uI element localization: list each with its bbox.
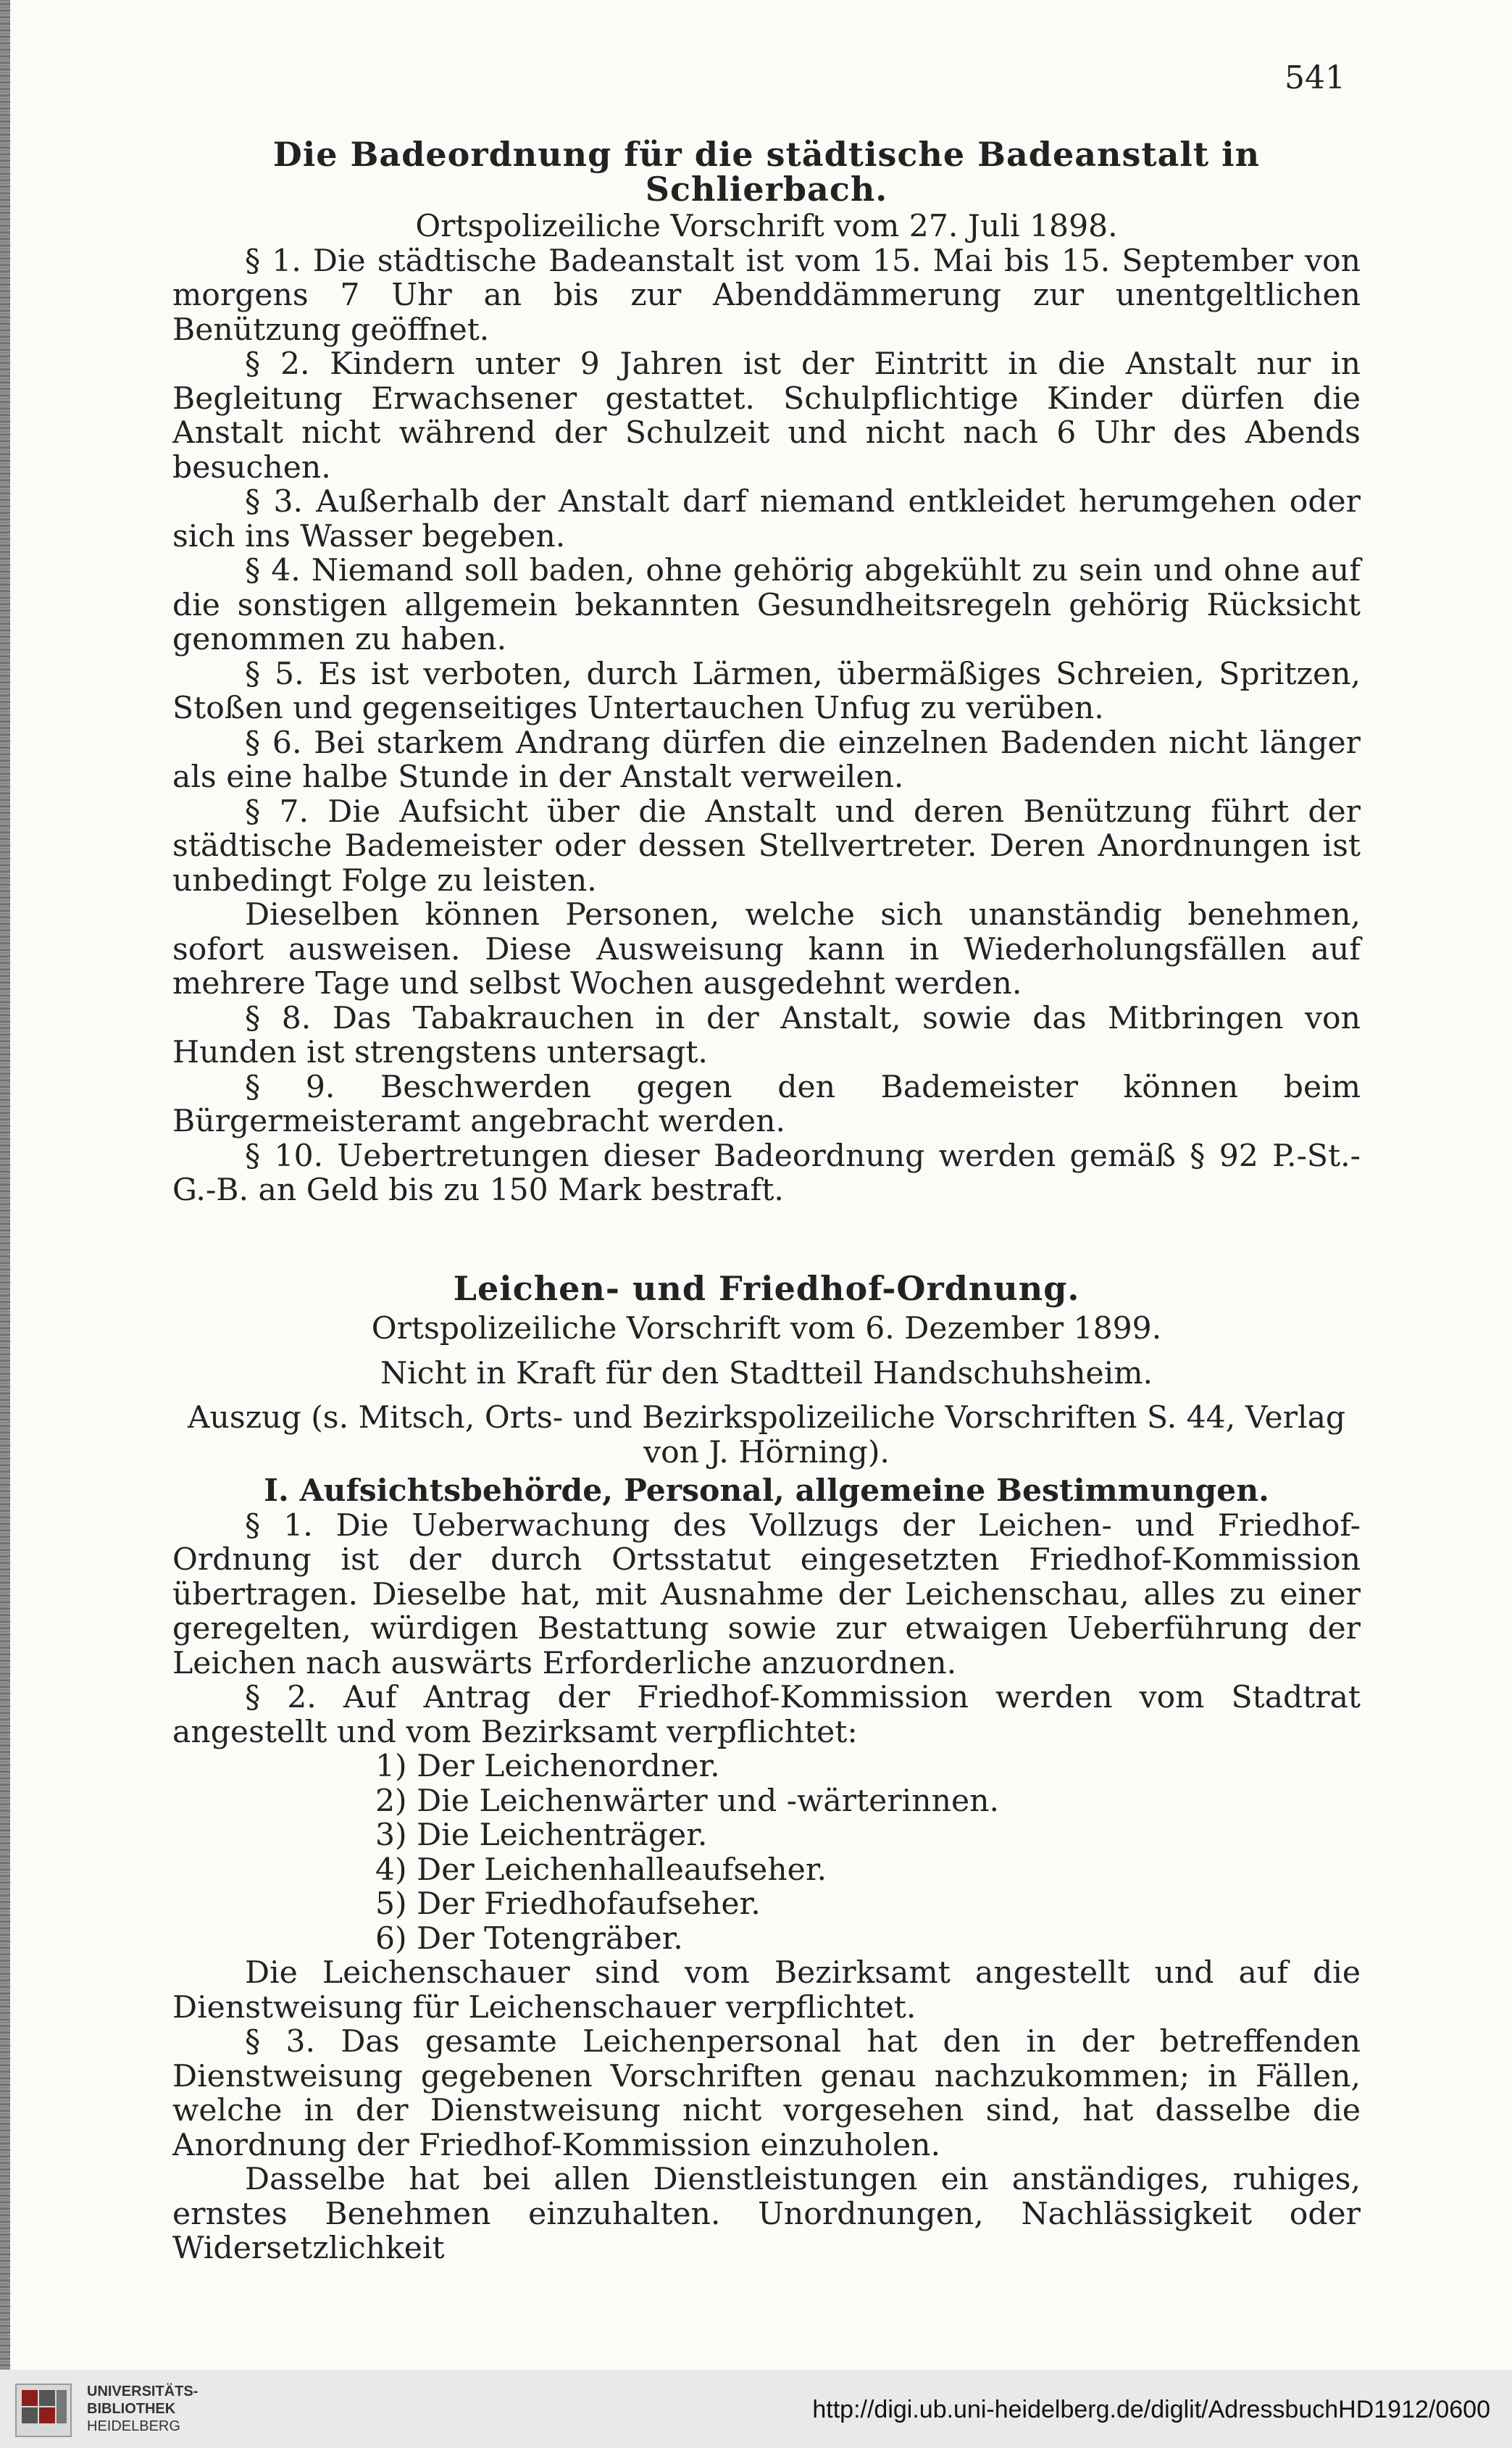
section1-paragraph: § 4. Niemand soll baden, ohne gehörig abgekühlt zu sein und ohne auf die sonstigen allgemein bekannten Gesundheitsregeln gehörig Rücksicht genommen zu haben. [172,553,1361,657]
page-content [172,135,1361,2266]
section2-extract: Auszug (s. Mitsch, Orts- und Bezirkspolizeiliche Vorschriften S. 44, Verlag von J. Hörning). [187,1400,1346,1470]
viewer-footer [0,2370,1512,2448]
section2-paragraph: § 2. Auf Antrag der Friedhof-Kommission werden vom Stadtrat angestellt und vom Bezirksamt verpflichtet: [172,1680,1361,1750]
section2-subtitle: Ortspolizeiliche Vorschrift vom 6. Dezember 1899. [371,1311,1162,1346]
library-name-line: BIBLIOTHEK [87,2401,176,2417]
list-item: 5) Der Friedhofaufseher. [375,1886,761,1922]
library-name [87,2383,198,2435]
personnel-list [172,1749,1361,1956]
section1-paragraph: Dieselben können Personen, welche sich unanständig benehmen, sofort ausweisen. Diese Ausweisung kann in Wiederholungsfällen auf mehrere Tage und selbst Wochen ausgedehnt werden. [172,897,1361,1002]
section1-paragraph: § 5. Es ist verboten, durch Lärmen, übermäßiges Schreien, Spritzen, Stoßen und gegenseitiges Untertauchen Unfug zu verüben. [172,656,1361,726]
section1-title: Die Badeordnung für die städtische Badeanstalt in Schlierbach. [272,135,1261,209]
section1-paragraph: § 2. Kindern unter 9 Jahren ist der Eintritt in die Anstalt nur in Begleitung Erwachsener gestattet. Schulpflichtige Kinder dürfen die Anstalt nicht während der Schulzeit und nicht nach 6 Uhr des Abends besuchen. [172,346,1361,486]
library-name-line: UNIVERSITÄTS- [87,2384,199,2399]
page-edge [0,0,10,2370]
section2-title: Leichen- und Friedhof-Ordnung. [453,1268,1080,1308]
section1-paragraph: § 10. Uebertretungen dieser Badeordnung werden gemäß § 92 P.-St.-G.-B. an Geld bis zu 150 Mark bestraft. [172,1138,1361,1208]
list-item: 4) Der Leichenhalleaufseher. [375,1852,827,1888]
section2-heading: I. Aufsichtsbehörde, Personal, allgemeine Bestimmungen. [264,1473,1269,1509]
section2-paragraph: § 3. Das gesamte Leichenpersonal hat den in der betreffenden Dienstweisung gegebenen Vorschriften genau nachzukommen; in Fällen, welche in der Dienstweisung nicht vorgesehen sind, hat dasselbe die Anordnung der Friedhof-Kommission einzuholen. [172,2024,1361,2163]
page-number: 541 [1285,59,1345,96]
section2-paragraph: Dasselbe hat bei allen Dienstleistungen ein anständiges, ruhiges, ernstes Benehmen einzuhalten. Unordnungen, Nachlässigkeit oder Widersetzlichkeit [172,2162,1361,2266]
section2-paragraph: § 1. Die Ueberwachung des Vollzugs der Leichen- und Friedhof-Ordnung ist der durch Ortsstatut eingesetzten Friedhof-Kommission übertragen. Dieselbe hat, mit Ausnahme der Leichenschau, alles zu einer geregelten, würdigen Bestattung sowie zur etwaigen Ueberführung der Leichen nach auswärts Erforderliche anzuordnen. [172,1507,1361,1681]
section1-subtitle: Ortspolizeiliche Vorschrift vom 27. Juli 1898. [415,209,1118,244]
library-logo-icon [14,2383,72,2438]
section2-paragraph: Die Leichenschauer sind vom Bezirksamt angestellt und auf die Dienstweisung für Leichenschauer verpflichtet. [172,1955,1361,2026]
source-url[interactable]: http://digi.ub.uni-heidelberg.de/diglit/AdressbuchHD1912/0600 [812,2396,1490,2423]
section1-paragraph: § 3. Außerhalb der Anstalt darf niemand entkleidet herumgehen oder sich ins Wasser begeben. [172,484,1361,554]
list-item: 2) Die Leichenwärter und -wärterinnen. [375,1783,999,1819]
section1-paragraph: § 7. Die Aufsicht über die Anstalt und deren Benützung führt der städtische Bademeister oder dessen Stellvertreter. Deren Anordnungen ist unbedingt Folge zu leisten. [172,794,1361,899]
list-item: 1) Der Leichenordner. [375,1749,720,1784]
list-item: 3) Die Leichenträger. [375,1818,708,1853]
section1-paragraph: § 8. Das Tabakrauchen in der Anstalt, sowie das Mitbringen von Hunden ist strengstens untersagt. [172,1000,1361,1070]
section2-note: Nicht in Kraft für den Stadtteil Handschuhsheim. [380,1355,1153,1391]
library-name-line: HEIDELBERG [87,2418,180,2434]
section1-paragraph: § 9. Beschwerden gegen den Bademeister können beim Bürgermeisteramt angebracht werden. [172,1069,1361,1139]
section1-paragraph: § 6. Bei starkem Andrang dürfen die einzelnen Badenden nicht länger als eine halbe Stunde in der Anstalt verweilen. [172,725,1361,795]
section1-paragraph: § 1. Die städtische Badeanstalt ist vom 15. Mai bis 15. September von morgens 7 Uhr an bis zur Abenddämmerung zur unentgeltlichen Benützung geöffnet. [172,243,1361,348]
list-item: 6) Der Totengräber. [375,1920,683,1957]
